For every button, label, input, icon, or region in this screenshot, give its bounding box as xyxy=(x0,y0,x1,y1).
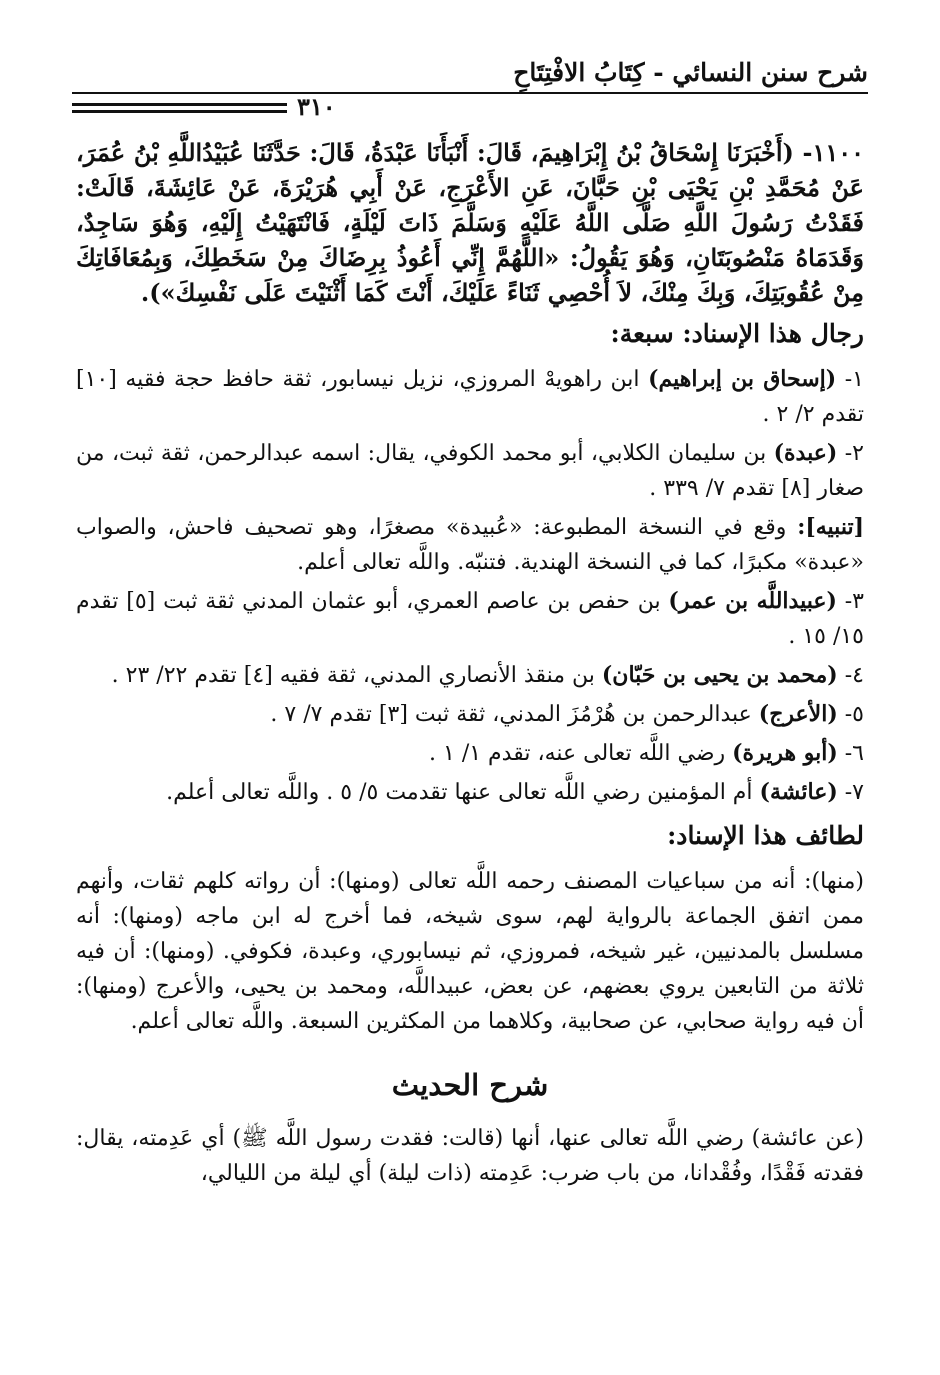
commentary-heading: شرح الحديث xyxy=(391,1068,549,1102)
page-header xyxy=(72,58,868,121)
item-number: ١- xyxy=(836,367,864,392)
hadith-text: ١١٠٠- (أَخْبَرَنَا إِسْحَاقُ بْنُ إِبْرَاهِيمَ، قَالَ: أَنْبَأَنَا عَبْدَةُ، قَالَ: حَدَّثَنَا عُبَيْدُاللَّهِ بْنُ عُمَرَ، عَنْ مُحَمَّدِ بْنِ يَحْيَى بْنِ حَبَّانَ، عَنِ الأَعْرَجِ، عَنْ أَبِي هُرَيْرَةَ، عَنْ عَائِشَةَ، قَالَتْ: فَقَدْتُ رَسُولَ اللَّهِ صَلَّى اللَّهُ عَلَيْهِ وَسَلَّمَ ذَاتَ لَيْلَةٍ، فَانْتَهَيْتُ إِلَيْهِ، وَهُوَ سَاجِدٌ، وَقَدَمَاهُ مَنْصُوبَتَانِ، وَهُوَ يَقُولُ: «اللَّهُمَّ إِنِّي أَعُوذُ بِرِضَاكَ مِنْ سَخَطِكَ، وَبِمُعَافَاتِكَ مِنْ عُقُوبَتِكَ، وَبِكَ مِنْكَ، لاَ أُحْصِي ثَنَاءً عَلَيْكَ، أَنْتَ كَمَا أَثْنَيْتَ عَلَى نَفْسِكَ»). xyxy=(76,138,864,307)
narrator-item xyxy=(76,697,864,732)
commentary-text: (عن عائشة) رضي اللَّه تعالى عنها، أنها (قالت: فقدت رسول اللَّه ﷺ) أي عَدِمته، يقال: فقدته فَقْدًا، وفُقْدانا، من باب ضرب: عَدِمته (ذات ليلة) أي ليلة من الليالي، xyxy=(76,1126,864,1186)
note-label: [تنبيه]: xyxy=(797,514,864,540)
page-number: ٣١٠ xyxy=(287,94,346,120)
item-number: ٣- xyxy=(836,589,864,614)
narrator-name: (عبيداللَّه بن عمر) xyxy=(668,588,837,614)
narrator-details: عبدالرحمن بن هُرْمُزَ المدني، ثقة ثبت [٣] تقدم ٧/ ٧ . xyxy=(270,702,759,727)
subtleties-text: (منها): أنه من سباعيات المصنف رحمه اللَّه تعالى (ومنها): أن رواته كلهم ثقات، وأنهم ممن اتفق الجماعة بالرواية لهم، سوى شيخه، فما أخرج له ابن ماجه (ومنها): أنه مسلسل بالمدنيين، غير شيخه، فمروزي، ثم نيسابوري، وعبدة، فكوفي. (ومنها): أن فيه ثلاثة من التابعين يروي بعضهم، عن بعض، عبيداللَّه، ومحمد بن يحيى، والأعرج (ومنها): أن فيه رواية صحابي، عن صحابية، وكلاهما من المكثرين السبعة. واللَّه تعالى أعلم. xyxy=(76,869,864,1034)
page-number-rule-upper xyxy=(72,103,292,106)
narrator-details: رضي اللَّه تعالى عنه، تقدم ١/ ١ . xyxy=(429,741,733,766)
narrator-details: بن سليمان الكلابي، أبو محمد الكوفي، يقال: اسمه عبدالرحمن، ثقة ثبت، من صغار [٨] تقدم ٧/ ٣٣٩ . xyxy=(76,441,864,501)
item-number: ٢- xyxy=(837,441,864,466)
narrator-details: بن حفص بن عاصم العمري، أبو عثمان المدني ثقة ثبت [٥] تقدم ١٥/ ١٥ . xyxy=(76,589,864,649)
note-text: وقع في النسخة المطبوعة: «عُبيدة» مصغرًا، وهو تصحيف فاحش، والصواب «عبدة» مكبرًا، كما في النسخة الهندية. فتنبّه. واللَّه تعالى أعلم. xyxy=(76,515,864,575)
narrator-name: (عائشة) xyxy=(759,779,838,805)
narrator-details: أم المؤمنين رضي اللَّه تعالى عنها تقدمت ٥/ ٥ . واللَّه تعالى أعلم. xyxy=(166,780,760,805)
item-number: ٤- xyxy=(837,663,864,688)
item-number: ٧- xyxy=(837,780,864,805)
narrators-heading: رجال هذا الإسناد: سبعة: xyxy=(610,319,864,348)
narrator-details: ابن راهويهْ المروزي، نزيل نيسابور، ثقة حافظ حجة فقيه [١٠] تقدم ٢/ ٢ . xyxy=(76,367,864,427)
header-rule xyxy=(72,92,868,94)
running-title: شرح سنن النسائي - كِتَابُ الافْتِتَاحِ xyxy=(513,58,868,87)
note-item xyxy=(76,510,864,580)
subtleties-heading: لطائف هذا الإسناد: xyxy=(667,821,864,850)
narrator-name: (الأعرج) xyxy=(758,701,838,727)
page-body xyxy=(76,135,864,1191)
item-number: ٥- xyxy=(837,702,864,727)
narrator-item xyxy=(76,436,864,506)
narrator-name: (أبو هريرة) xyxy=(732,740,838,766)
narrator-item xyxy=(76,584,864,654)
narrator-name: (إسحاق بن إبراهيم) xyxy=(648,366,837,392)
narrator-item xyxy=(76,362,864,432)
narrators-list xyxy=(76,362,864,810)
narrator-name: (محمد بن يحيى بن حَبّان) xyxy=(601,662,838,688)
item-number: ٦- xyxy=(837,741,864,766)
narrator-name: (عبدة) xyxy=(773,440,838,466)
page-number-rule-lower xyxy=(72,110,292,113)
narrator-item xyxy=(76,658,864,693)
narrator-details: بن منقذ الأنصاري المدني، ثقة فقيه [٤] تقدم ٢٢/ ٢٣ . xyxy=(111,663,602,688)
narrator-item xyxy=(76,775,864,810)
narrator-item xyxy=(76,736,864,771)
